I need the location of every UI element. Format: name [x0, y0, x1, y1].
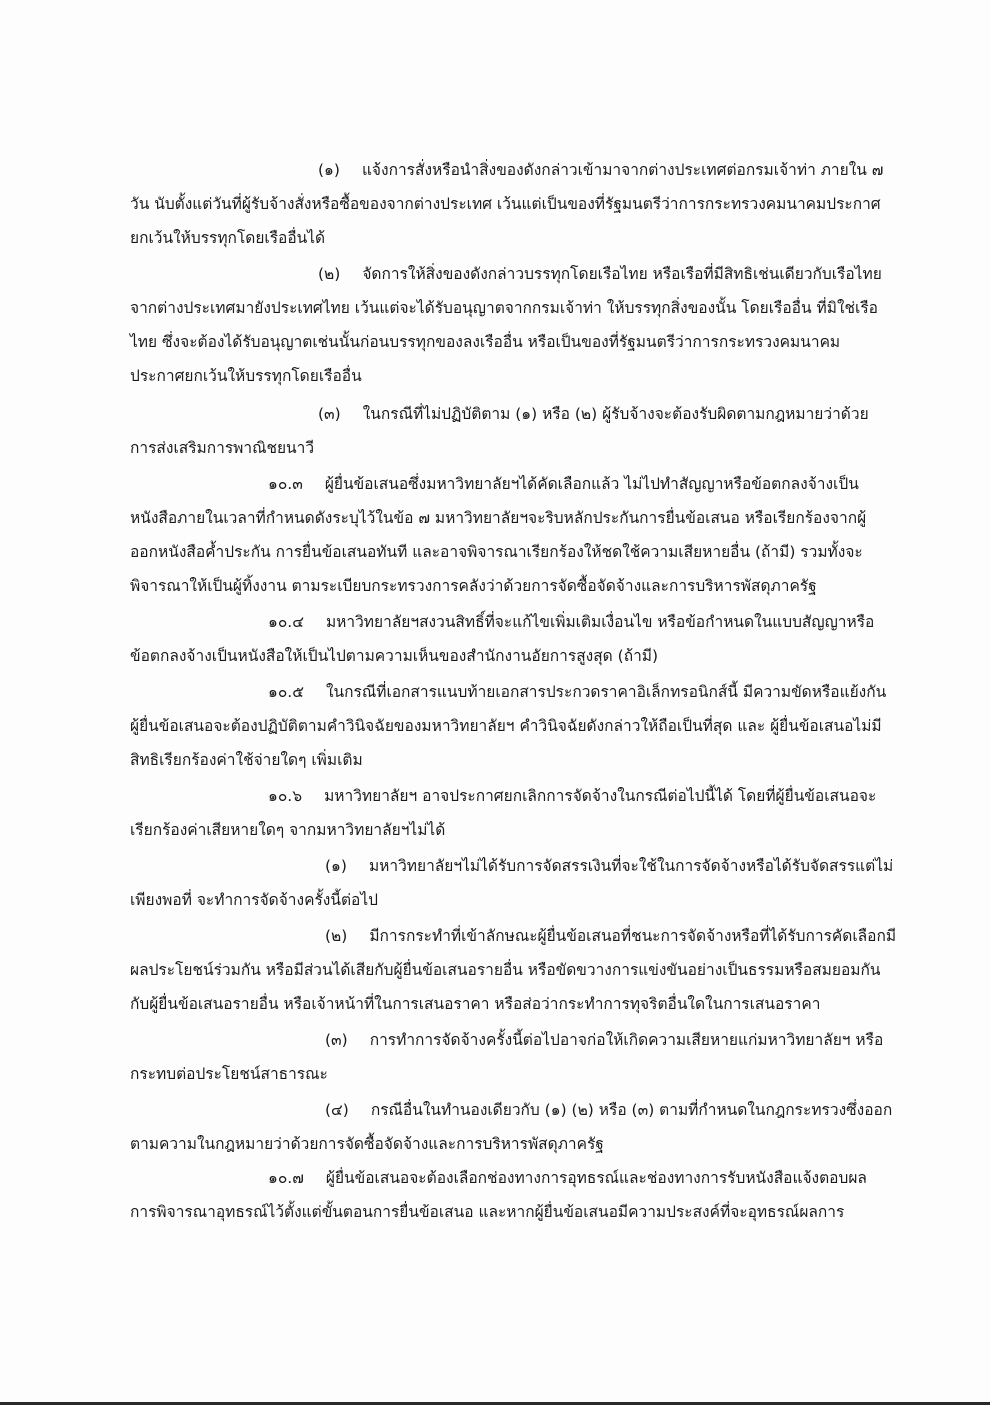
item-number: ๑๐.๓ [268, 475, 303, 493]
para-line [268, 675, 886, 709]
line-text: ผลประโยชน์ร่วมกัน หรือมีส่วนได้เสียกับผู้ยื่นข้อเสนอรายอื่น หรือขัดขวางการแข่งขันอย่างเป็นธรรมหรือสมยอมกัน [130, 961, 881, 979]
para-line [268, 1161, 867, 1195]
line-text: หนังสือภายในเวลาที่กำหนดดังระบุไว้ในข้อ ๗ มหาวิทยาลัยฯจะริบหลักประกันการยื่นข้อเสนอ หรือเรียกร้องจากผู้ [130, 509, 867, 527]
line-text: การส่งเสริมการพาณิชยนาวี [130, 439, 315, 457]
para-line [268, 779, 876, 813]
line-text: พิจารณาให้เป็นผู้ทิ้งงาน ตามระเบียบกระทรวงการคลังว่าด้วยการจัดซื้อจัดจ้างและการบริหารพัสดุภาครัฐ [130, 577, 817, 595]
para-line [318, 153, 883, 187]
item-number: (๓) [325, 1031, 348, 1049]
para-line [325, 1093, 892, 1127]
line-text: วัน นับตั้งแต่วันที่ผู้รับจ้างสั่งหรือซื้อของจากต่างประเทศ เว้นแต่เป็นของที่รัฐมนตรีว่าการกระทรวงคมนาคมประกาศ [130, 195, 881, 213]
line-text: ยกเว้นให้บรรทุกโดยเรืออื่นได้ [130, 229, 326, 247]
line-text: การพิจารณาอุทธรณ์ไว้ตั้งแต่ขั้นตอนการยื่นข้อเสนอ และหากผู้ยื่นข้อเสนอมีความประสงค์ที่จะอุทธรณ์ผลการ [130, 1203, 845, 1221]
line-text: การทำการจัดจ้างครั้งนี้ต่อไปอาจก่อให้เกิดความเสียหายแก่มหาวิทยาลัยฯ หรือ [369, 1031, 884, 1049]
para-line [130, 187, 881, 221]
line-text: ผู้ยื่นข้อเสนอจะต้องเลือกช่องทางการอุทธรณ์และช่องทางการรับหนังสือแจ้งตอบผล [325, 1169, 867, 1187]
line-text: กับผู้ยื่นข้อเสนอรายอื่น หรือเจ้าหน้าที่ในการเสนอราคา หรือส่อว่ากระทำการทุจริตอื่นใดในการเสนอราคา [130, 995, 821, 1013]
line-text: มหาวิทยาลัยฯสงวนสิทธิ์ที่จะแก้ไขเพิ่มเติมเงื่อนไข หรือข้อกำหนดในแบบสัญญาหรือ [325, 613, 875, 631]
para-line [130, 1127, 604, 1161]
para-line [318, 257, 882, 291]
line-text: ไทย ซึ่งจะต้องได้รับอนุญาตเช่นนั้นก่อนบรรทุกของลงเรืออื่น หรือเป็นของที่รัฐมนตรีว่าการกระทรวงคมนาคม [130, 333, 841, 351]
line-text: มหาวิทยาลัยฯ อาจประกาศยกเลิกการจัดจ้างในกรณีต่อไปนี้ได้ โดยที่ผู้ยื่นข้อเสนอจะ [324, 787, 877, 805]
para-line [130, 325, 840, 359]
para-line [130, 535, 863, 569]
para-line [130, 953, 880, 987]
line-text: มหาวิทยาลัยฯไม่ได้รับการจัดสรรเงินที่จะใช้ในการจัดจ้างหรือได้รับจัดสรรแต่ไม่ [368, 857, 894, 875]
line-text: ในกรณีที่ไม่ปฏิบัติตาม (๑) หรือ (๒) ผู้รับจ้างจะต้องรับผิดตามกฎหมายว่าด้วย [362, 405, 869, 423]
para-line [130, 1057, 328, 1091]
line-text: กระทบต่อประโยชน์สาธารณะ [130, 1065, 328, 1083]
line-text: สิทธิเรียกร้องค่าใช้จ่ายใดๆ เพิ่มเติม [130, 751, 363, 769]
para-line [130, 709, 882, 743]
item-number: ๑๐.๔ [268, 613, 304, 631]
line-text: จากต่างประเทศมายังประเทศไทย เว้นแต่จะได้รับอนุญาตจากกรมเจ้าท่า ให้บรรทุกสิ่งของนั้น โดยเรืออื่น ที่มิใช่เรือ [130, 299, 878, 317]
para-line [130, 883, 378, 917]
item-number: (๔) [325, 1101, 349, 1119]
para-line [130, 1195, 844, 1229]
line-text: ประกาศยกเว้นให้บรรทุกโดยเรืออื่น [130, 367, 362, 385]
para-line [325, 1023, 883, 1057]
line-text: เรียกร้องค่าเสียหายใดๆ จากมหาวิทยาลัยฯไม่ได้ [130, 821, 446, 839]
para-line [130, 639, 658, 673]
item-number: (๒) [318, 265, 341, 283]
line-text: เพียงพอที่ จะทำการจัดจ้างครั้งนี้ต่อไป [130, 891, 378, 909]
line-text: ในกรณีที่เอกสารแนบท้ายเอกสารประกวดราคาอิเล็กทรอนิกส์นี้ มีความขัดหรือแย้งกัน [325, 683, 887, 701]
line-text: มีการกระทำที่เข้าลักษณะผู้ยื่นข้อเสนอที่ชนะการจัดจ้างหรือที่ได้รับการคัดเลือกมี [369, 927, 897, 945]
para-line [130, 987, 820, 1021]
para-line [268, 605, 874, 639]
para-line [130, 431, 314, 465]
para-line [268, 467, 859, 501]
line-text: ผู้ยื่นข้อเสนอซึ่งมหาวิทยาลัยฯได้คัดเลือกแล้ว ไม่ไปทำสัญญาหรือข้อตกลงจ้างเป็น [324, 475, 859, 493]
line-text: แจ้งการสั่งหรือนำสิ่งของดังกล่าวเข้ามาจากต่างประเทศต่อกรมเจ้าท่า ภายใน ๗ [361, 161, 884, 179]
para-line [130, 291, 878, 325]
para-line [325, 919, 896, 953]
item-number: (๓) [318, 405, 341, 423]
line-text: กรณีอื่นในทำนองเดียวกับ (๑) (๒) หรือ (๓) ตามที่กำหนดในกฎกระทรวงซึ่งออก [370, 1101, 893, 1119]
item-number: (๑) [318, 161, 340, 179]
line-text: ผู้ยื่นข้อเสนอจะต้องปฏิบัติตามคำวินิจฉัยของมหาวิทยาลัยฯ คำวินิจฉัยดังกล่าวให้ถือเป็นที่สุด และ ผู้ยื่นข้อเสนอไม่มี [130, 717, 882, 735]
para-line [325, 849, 893, 883]
line-text: ตามความในกฎหมายว่าด้วยการจัดซื้อจัดจ้างและการบริหารพัสดุภาครัฐ [130, 1135, 604, 1153]
line-text: ข้อตกลงจ้างเป็นหนังสือให้เป็นไปตามความเห็นของสำนักงานอัยการสูงสุด (ถ้ามี) [130, 647, 659, 665]
item-number: ๑๐.๕ [268, 683, 304, 701]
line-text: จัดการให้สิ่งของดังกล่าวบรรทุกโดยเรือไทย หรือเรือที่มีสิทธิเช่นเดียวกับเรือไทย [362, 265, 882, 283]
para-line [130, 743, 363, 777]
para-line [130, 501, 866, 535]
para-line [318, 397, 869, 431]
item-number: ๑๐.๗ [268, 1169, 304, 1187]
item-number: ๑๐.๖ [268, 787, 303, 805]
para-line [130, 221, 325, 255]
para-line [130, 359, 362, 393]
line-text: ออกหนังสือค้ำประกัน การยื่นข้อเสนอทันที และอาจพิจารณาเรียกร้องให้ชดใช้ความเสียหายอื่น (ถ้ามี) รวมทั้งจะ [130, 543, 863, 561]
item-number: (๑) [325, 857, 347, 875]
para-line [130, 813, 445, 847]
item-number: (๒) [325, 927, 348, 945]
para-line [130, 569, 817, 603]
